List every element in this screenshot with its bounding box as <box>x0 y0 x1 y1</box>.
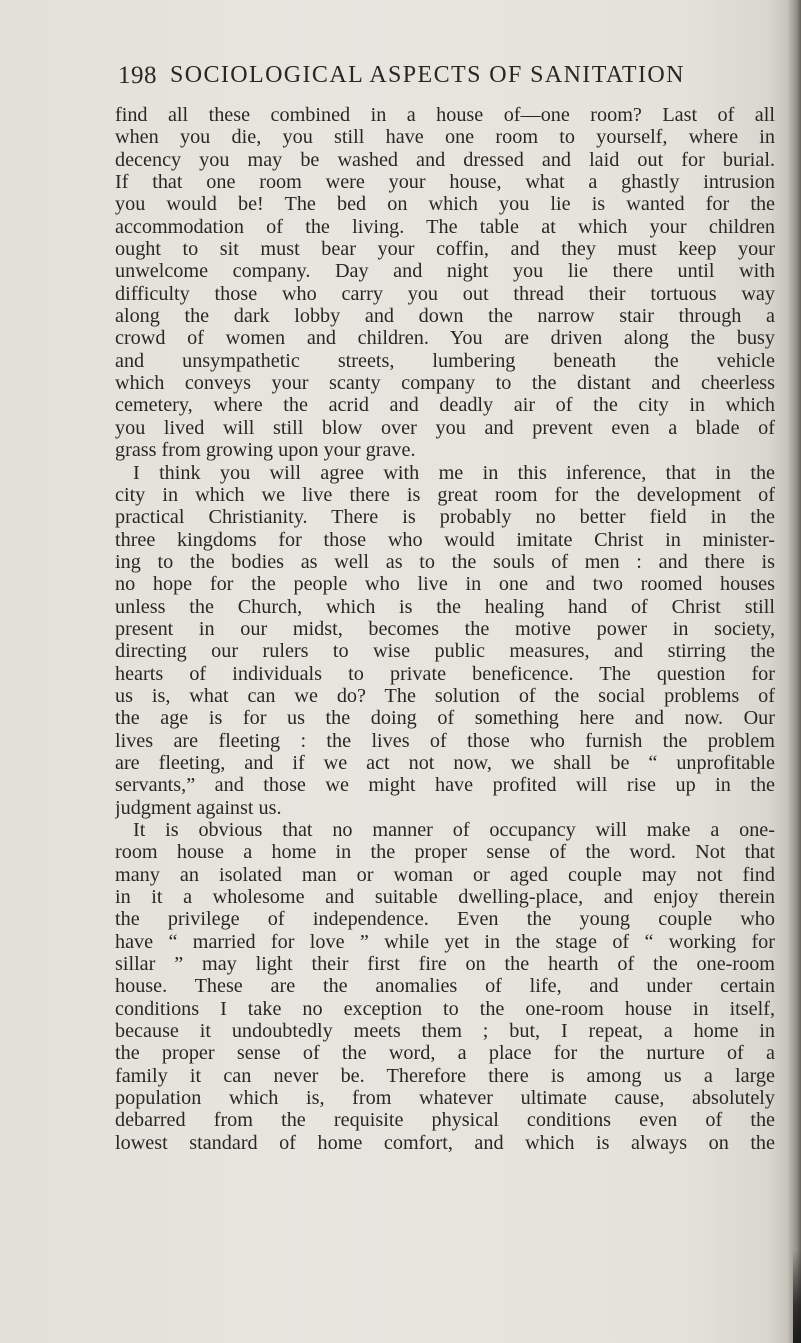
text-line: accommodation of the living. The table at which your children <box>115 215 775 238</box>
running-head: SOCIOLOGICAL ASPECTS OF SANITATION <box>170 62 685 88</box>
text-line: room house a home in the proper sense of the word. Not that <box>115 841 775 864</box>
text-line: practical Christianity. There is probably no better field in the <box>115 506 775 529</box>
text-line: many an isolated man or woman or aged couple may not find <box>115 863 775 886</box>
text-line: us is, what can we do? The solution of the social problems of <box>115 684 775 707</box>
text-line: grass from growing upon your grave. <box>115 439 416 462</box>
text-line: directing our rulers to wise public measures, and stirring the <box>115 640 775 663</box>
text-line: lives are fleeting : the lives of those who furnish the problem <box>115 729 775 752</box>
text-line: because it undoubtedly meets them ; but, I repeat, a home in <box>115 1020 775 1043</box>
text-line: the privilege of independence. Even the young couple who <box>115 908 775 931</box>
text-line: no hope for the people who live in one and two roomed houses <box>115 573 775 596</box>
text-line: the proper sense of the word, a place for the nurture of a <box>115 1042 775 1065</box>
page-edge-shadow <box>787 0 801 1343</box>
text-line: crowd of women and children. You are driven along the busy <box>115 327 775 350</box>
text-line: have “ married for love ” while yet in the stage of “ working for <box>115 930 775 953</box>
text-line: find all these combined in a house of—one room? Last of all <box>115 104 775 126</box>
text-line: you lived will still blow over you and prevent even a blade of <box>115 416 775 439</box>
text-line: in it a wholesome and suitable dwelling-place, and enjoy therein <box>115 886 775 909</box>
text-line: population which is, from whatever ultimate cause, absolutely <box>115 1087 775 1110</box>
text-line: along the dark lobby and down the narrow stair through a <box>115 305 775 328</box>
text-line: present in our midst, becomes the motive power in society, <box>115 617 775 640</box>
text-line: sillar ” may light their first fire on the hearth of the one-room <box>115 953 775 976</box>
text-line: conditions I take no exception to the one-room house in itself, <box>115 997 775 1020</box>
text-line: and unsympathetic streets, lumbering beneath the vehicle <box>115 349 775 372</box>
text-line: unless the Church, which is the healing hand of Christ still <box>115 595 775 618</box>
page-edge-binding <box>793 1250 801 1343</box>
text-line: judgment against us. <box>115 796 282 819</box>
text-line: family it can never be. Therefore there is among us a large <box>115 1064 775 1087</box>
text-line: decency you may be washed and dressed and laid out for burial. <box>115 148 775 171</box>
text-line: cemetery, where the acrid and deadly air of the city in which <box>115 394 775 417</box>
text-line: lowest standard of home comfort, and which is always on the <box>115 1131 775 1154</box>
text-line: you would be! The bed on which you lie is wanted for the <box>115 193 775 216</box>
text-line: If that one room were your house, what a ghastly intrusion <box>115 171 775 194</box>
text-line: unwelcome company. Day and night you lie there until with <box>115 260 775 283</box>
text-line: house. These are the anomalies of life, and under certain <box>115 975 775 998</box>
page-header <box>110 60 750 100</box>
text-line: hearts of individuals to private beneficence. The question for <box>115 662 775 685</box>
text-line: are fleeting, and if we act not now, we shall be “ unprofitable <box>115 751 775 774</box>
body-text <box>115 104 775 1154</box>
text-line: ing to the bodies as well as to the souls of men : and there is <box>115 550 775 573</box>
text-line: It is obvious that no manner of occupancy will make a one- <box>133 819 775 841</box>
text-line: debarred from the requisite physical conditions even of the <box>115 1109 775 1132</box>
text-line: when you die, you still have one room to yourself, where in <box>115 126 775 149</box>
text-line: city in which we live there is great room for the development of <box>115 483 775 506</box>
text-line: three kingdoms for those who would imitate Christ in minister- <box>115 528 775 551</box>
text-line: ought to sit must bear your coffin, and they must keep your <box>115 238 775 261</box>
text-line: I think you will agree with me in this inference, that in the <box>133 461 775 484</box>
text-line: the age is for us the doing of something here and now. Our <box>115 707 775 730</box>
text-line: servants,” and those we might have profited will rise up in the <box>115 774 775 797</box>
page-number: 198 <box>118 62 157 89</box>
text-line: which conveys your scanty company to the distant and cheerless <box>115 372 775 395</box>
text-line: difficulty those who carry you out thread their tortuous way <box>115 282 775 305</box>
